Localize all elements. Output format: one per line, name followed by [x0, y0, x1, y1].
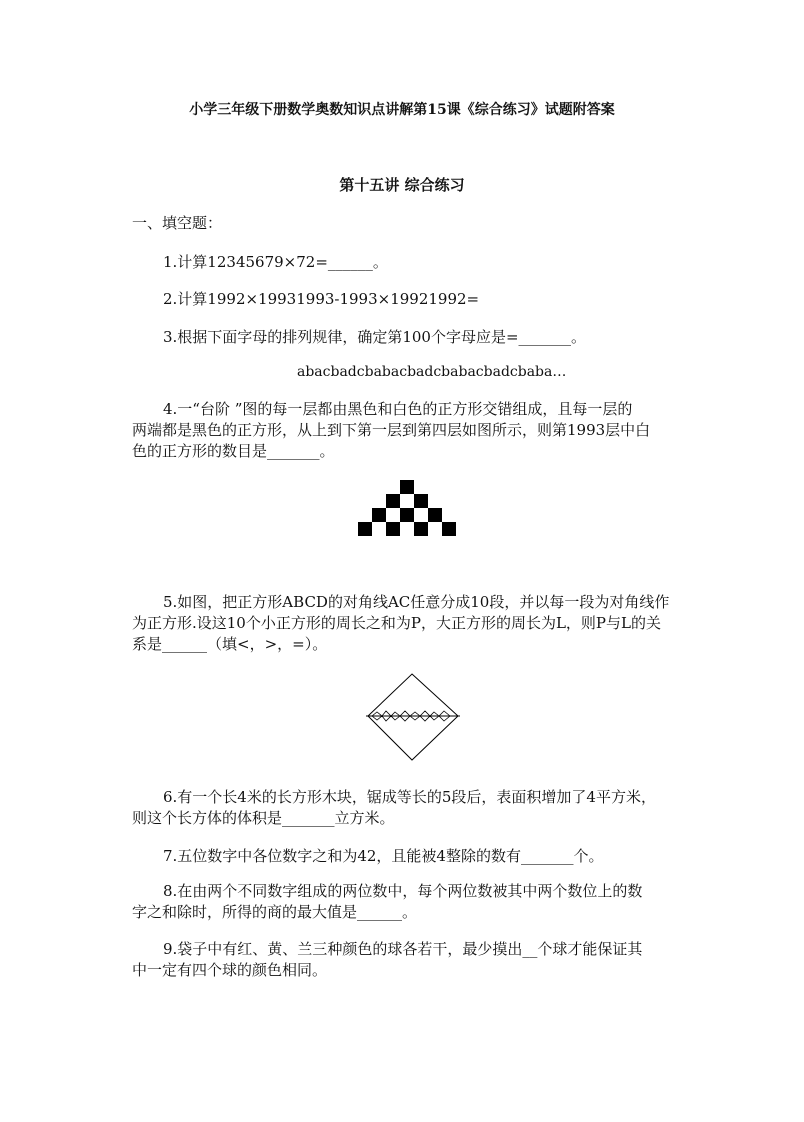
question-8-line-2: 字之和除时，所得的商的最大值是______。: [132, 903, 418, 921]
question-6: [132, 787, 692, 829]
question-8-line-1: 8.在由两个不同数字组成的两位数中，每个两位数被其中两个数位上的数: [163, 882, 643, 900]
question-5-line-2: 为正方形.设这10个小正方形的周长之和为P，大正方形的周长为L，则P与L的关: [132, 614, 661, 632]
staircase-figure: [358, 480, 470, 540]
question-2: 2.计算1992×19931993-1993×19921992=: [163, 290, 480, 308]
question-5: [132, 592, 692, 655]
question-9: [132, 939, 692, 981]
question-8: [132, 881, 692, 923]
question-7: 7.五位数字中各位数字之和为42，且能被4整除的数有_______个。: [163, 847, 604, 865]
question-9-line-2: 中一定有四个球的颜色相同。: [132, 961, 328, 979]
question-5-line-1: 5.如图，把正方形ABCD的对角线AC任意分成10段，并以每一段为对角线作: [163, 593, 670, 611]
document-title: 小学三年级下册数学奥数知识点讲解第15课《综合练习》试题附答案: [189, 102, 615, 118]
question-9-line-1: 9.袋子中有红、黄、兰三种颜色的球各若干，最少摸出__个球才能保证其: [163, 940, 643, 958]
question-6-line-1: 6.有一个长4米的长方形木块，锯成等长的5段后，表面积增加了4平方米，: [163, 788, 656, 806]
question-4-line-1: 4.一“台阶 ”图的每一层都由黑色和白色的正方形交错组成，且每一层的: [163, 400, 633, 418]
question-5-line-3: 系是______（填<，>，=）。: [132, 635, 328, 653]
question-4-line-2: 两端都是黑色的正方形，从上到下第一层到第四层如图所示，则第1993层中白: [132, 421, 651, 439]
question-3: 3.根据下面字母的排列规律，确定第100个字母应是=_______。: [163, 328, 587, 346]
question-4: [132, 399, 692, 462]
section-heading: 一、填空题：: [132, 214, 223, 232]
question-6-line-2: 则这个长方体的体积是_______立方米。: [132, 809, 395, 827]
lecture-title: 第十五讲 综合练习: [339, 176, 465, 194]
question-4-line-3: 色的正方形的数目是_______。: [132, 442, 335, 460]
question-1: 1.计算12345679×72=______。: [163, 253, 388, 271]
square-diagonal-figure: [364, 672, 462, 764]
letter-pattern: abacbadcbabacbadcbabacbadcbaba…: [297, 364, 567, 380]
